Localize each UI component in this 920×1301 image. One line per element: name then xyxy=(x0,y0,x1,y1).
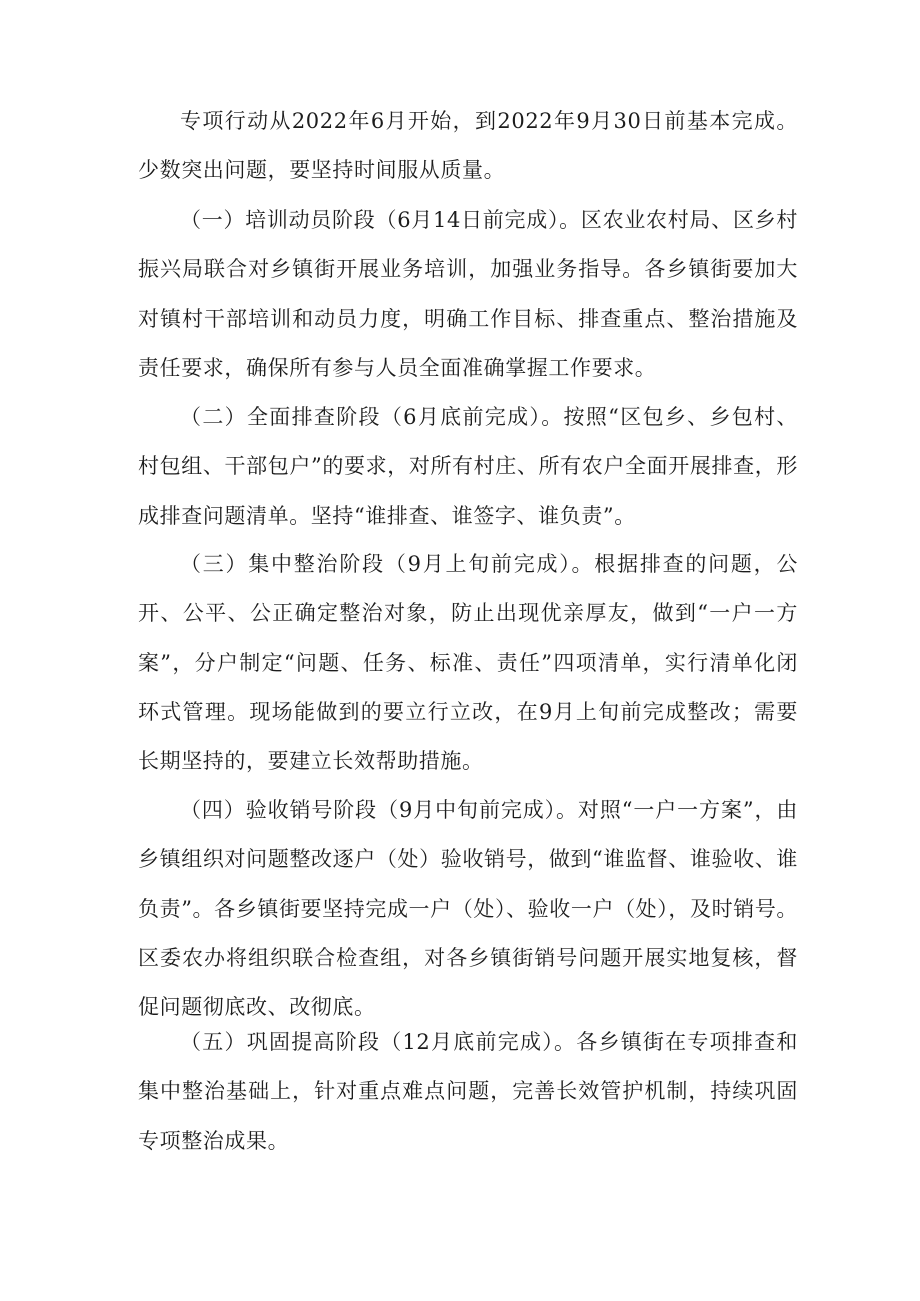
paragraph-stage-inspection: （二）全面排查阶段（6月底前完成）。按照“区包乡、乡包村、村包组、干部包户”的要求，对所有村庄、所有农户全面开展排查，形成排查问题清单。坚持“谁排查、谁签字、谁负责”。 xyxy=(138,405,798,528)
paragraph-stage-training: （一）培训动员阶段（6月14日前完成）。区农业农村局、区乡村振兴局联合对乡镇街开展业务培训，加强业务指导。各乡镇街要加大对镇村干部培训和动员力度，明确工作目标、排查重点、整治措施及责任要求，确保所有参与人员全面准确掌握工作要求。 xyxy=(138,208,798,380)
paragraph-stage-acceptance: （四）验收销号阶段（9月中旬前完成）。对照“一户一方案”，由乡镇组织对问题整改逐户（处）验收销号，做到“谁监督、谁验收、谁负责”。各乡镇街要坚持完成一户（处）、验收一户（处），及时销号。区委农办将组织联合检查组，对各乡镇街销号问题开展实地复核，督促问题彻底改、改彻底。 xyxy=(138,798,798,1020)
paragraph-stage-consolidation: （五）巩固提高阶段（12月底前完成）。各乡镇街在专项排查和集中整治基础上，针对重点难点问题，完善长效管护机制，持续巩固专项整治成果。 xyxy=(138,1030,798,1153)
paragraph-timeline-intro: 专项行动从2022年6月开始，到2022年9月30日前基本完成。少数突出问题，要坚持时间服从质量。 xyxy=(138,109,798,183)
paragraph-stage-rectification: （三）集中整治阶段（9月上旬前完成）。根据排查的问题，公开、公平、公正确定整治对象，防止出现优亲厚友，做到“一户一方案”，分户制定“问题、任务、标准、责任”四项清单，实行清单化闭环式管理。现场能做到的要立行立改，在9月上旬前完成整改；需要长期坚持的，要建立长效帮助措施。 xyxy=(138,552,798,774)
